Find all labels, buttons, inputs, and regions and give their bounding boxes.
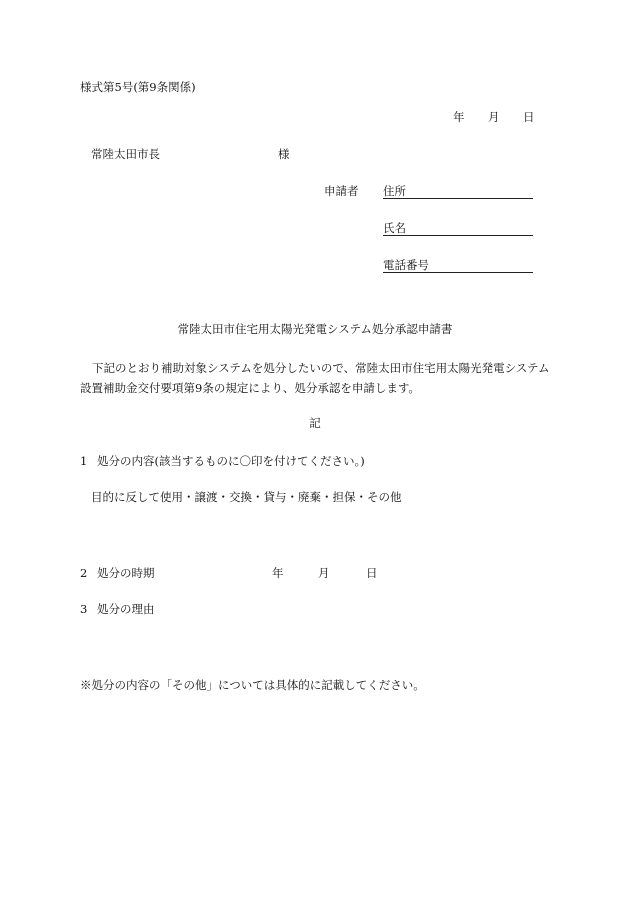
addressee-name: 常陸太田市長: [91, 147, 160, 161]
applicant-label: 申請者: [324, 184, 359, 198]
item-2-number: 2: [80, 566, 88, 580]
ki-heading: 記: [309, 416, 321, 430]
footnote: ※処分の内容の「その他」については具体的に記載してください。: [80, 678, 425, 692]
phone-field[interactable]: [383, 258, 533, 273]
name-field[interactable]: [383, 221, 533, 236]
form-id: 様式第5号(第9条関係): [80, 80, 196, 94]
item-2-month: 月: [318, 566, 330, 580]
item-2-day: 日: [366, 566, 378, 580]
date-day: 日: [523, 110, 535, 124]
body-paragraph: 下記のとおり補助対象システムを処分したいので、常陸太田市住宅用太陽光発電システム設置補助金交付要項第9条の規定により、処分承認を申請します。: [80, 361, 550, 395]
name-label: 氏名: [383, 221, 406, 235]
item-2-label: 処分の時期: [97, 566, 155, 580]
addressee-honorific: 様: [278, 147, 290, 161]
date-month: 月: [488, 110, 500, 124]
item-2-year: 年: [272, 566, 284, 580]
item-1-label: 処分の内容(該当するものに〇印を付けてください。): [97, 454, 365, 468]
address-field[interactable]: [383, 184, 533, 199]
address-label: 住所: [383, 184, 406, 198]
item-3-label: 処分の理由: [97, 602, 155, 616]
date-year: 年: [453, 110, 465, 124]
phone-label: 電話番号: [383, 258, 429, 272]
disposal-options[interactable]: 目的に反して使用・譲渡・交換・貸与・廃棄・担保・その他: [91, 490, 402, 504]
document-title: 常陸太田市住宅用太陽光発電システム処分承認申請書: [177, 322, 453, 336]
item-3-number: 3: [80, 602, 88, 616]
item-1-number: 1: [80, 454, 88, 468]
